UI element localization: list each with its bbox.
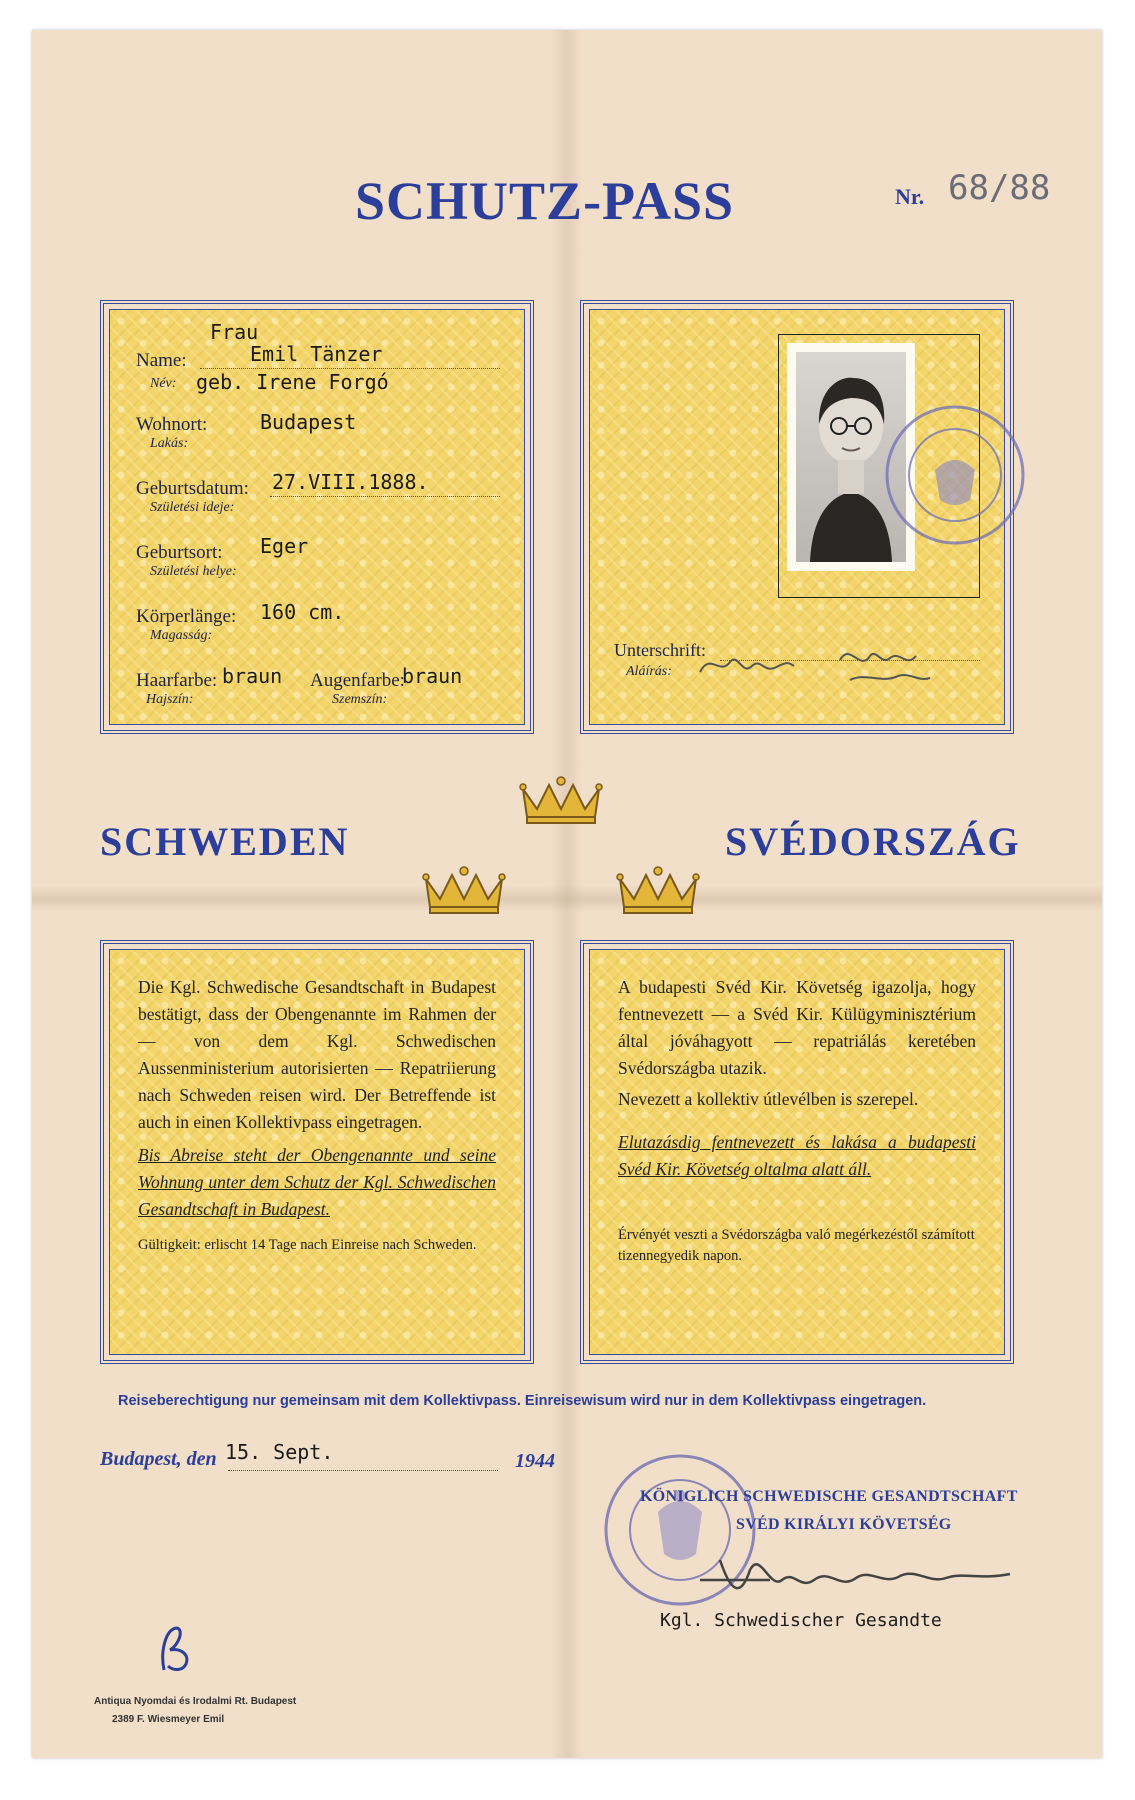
envoy-title: Kgl. Schwedischer Gesandte: [660, 1610, 942, 1631]
travel-notice: Reiseberechtigung nur gemeinsam mit dem Kollektivpass. Einreisewisum wird nur in dem Kollektivpass eingetragen.: [118, 1393, 927, 1409]
hair-value: braun: [222, 664, 283, 688]
printer-line-2: 2389 F. Wiesmeyer Emil: [112, 1714, 225, 1725]
initial-mark: [150, 1620, 200, 1680]
birthplace-label-hu: Születési helye:: [150, 564, 237, 579]
hungarian-paragraph-3: Elutazásdig fentnevezett és lakása a budapesti Svéd Kir. Követség oltalma alatt áll.: [618, 1132, 976, 1179]
hungarian-paragraph-2: Nevezett a kollektiv útlevélben is szerepel.: [618, 1089, 919, 1109]
german-text-panel: [100, 940, 534, 1364]
residence-value: Budapest: [260, 410, 357, 434]
handwritten-signature: [690, 1550, 1050, 1610]
residence-label: Wohnort:: [136, 414, 208, 435]
crown-icon: [612, 865, 704, 915]
legation-name-hu: SVÉD KIRÁLYI KÖVETSÉG: [736, 1516, 952, 1533]
eye-label-hu: Szemszín:: [332, 692, 388, 707]
document-number: 68/88: [948, 168, 1051, 208]
personal-data-panel: [100, 300, 534, 734]
signature-label: Unterschrift:: [614, 640, 706, 660]
country-hu: SVÉDORSZÁG: [725, 819, 1021, 864]
photo-panel: [580, 300, 1014, 734]
hungarian-validity: Érvényét veszti a Svédországba való megérkezéstől számított tizennegyedik napon.: [618, 1227, 975, 1264]
german-paragraph-1: Die Kgl. Schwedische Gesandtschaft in Budapest bestätigt, dass der Obengenannte im Rahmen der — von dem Kgl. Schwedischen Aussenministerium autorisierten — Repatriierung nach Schweden reisen wird. Der Betreffende ist auch in einen Kollektivpass eingetragen.: [138, 977, 496, 1132]
eye-label: Augenfarbe:: [310, 670, 405, 691]
residence-label-hu: Lakás:: [150, 436, 189, 451]
german-paragraph-2: Bis Abreise steht der Obengenannte und seine Wohnung unter dem Schutz der Kgl. Schwedischen Gesandtschaft in Budapest.: [138, 1145, 496, 1219]
name-label: Name:: [136, 350, 187, 371]
signature-label-hu: Aláírás:: [626, 664, 672, 679]
issue-date: 15. Sept.: [225, 1440, 334, 1464]
birthplace-label: Geburtsort:: [136, 542, 223, 563]
date-line: [228, 1470, 498, 1471]
name-line-2: Emil Tänzer: [250, 342, 383, 366]
height-label-hu: Magasság:: [150, 628, 213, 643]
crown-icon: [515, 775, 607, 825]
handwritten-signature: [690, 632, 1010, 692]
printer-line-1: Antiqua Nyomdai és Irodalmi Rt. Budapest: [94, 1696, 297, 1707]
legation-stamp: [880, 400, 1030, 550]
number-label: Nr.: [895, 184, 925, 209]
name-line-3: geb. Irene Forgó: [196, 370, 389, 394]
eye-value: braun: [402, 664, 463, 688]
height-label: Körperlänge:: [136, 606, 237, 627]
hungarian-paragraph-1: A budapesti Svéd Kir. Követség igazolja, hogy fentnevezett — a Svéd Kir. Külügyminisztérium által jóváhagyott — repatriálás keretében Svédországba utazik.: [618, 977, 976, 1078]
birthdate-label-hu: Születési ideje:: [150, 500, 235, 515]
birthplace-value: Eger: [260, 534, 309, 558]
country-de: SCHWEDEN: [100, 819, 350, 864]
crown-icon: [418, 865, 510, 915]
german-validity: Gültigkeit: erlischt 14 Tage nach Einreise nach Schweden.: [138, 1237, 477, 1253]
document-title: SCHUTZ-PASS: [355, 171, 735, 231]
birthdate-value: 27.VIII.1888.: [272, 470, 429, 494]
issue-year: 1944: [515, 1450, 555, 1472]
hair-label-hu: Hajszín:: [146, 692, 194, 707]
height-value: 160 cm.: [260, 600, 345, 624]
name-label-hu: Név:: [150, 376, 177, 391]
name-line: [200, 368, 500, 369]
legation-name-de: KÖNIGLICH SCHWEDISCHE GESANDTSCHAFT: [640, 1488, 1018, 1505]
hair-label: Haarfarbe:: [136, 670, 218, 691]
birthdate-line: [270, 496, 500, 497]
name-line-1: Frau: [210, 320, 259, 344]
birthdate-label: Geburtsdatum:: [136, 478, 249, 499]
hungarian-text-panel: [580, 940, 1014, 1364]
issue-place: Budapest, den: [100, 1448, 217, 1470]
